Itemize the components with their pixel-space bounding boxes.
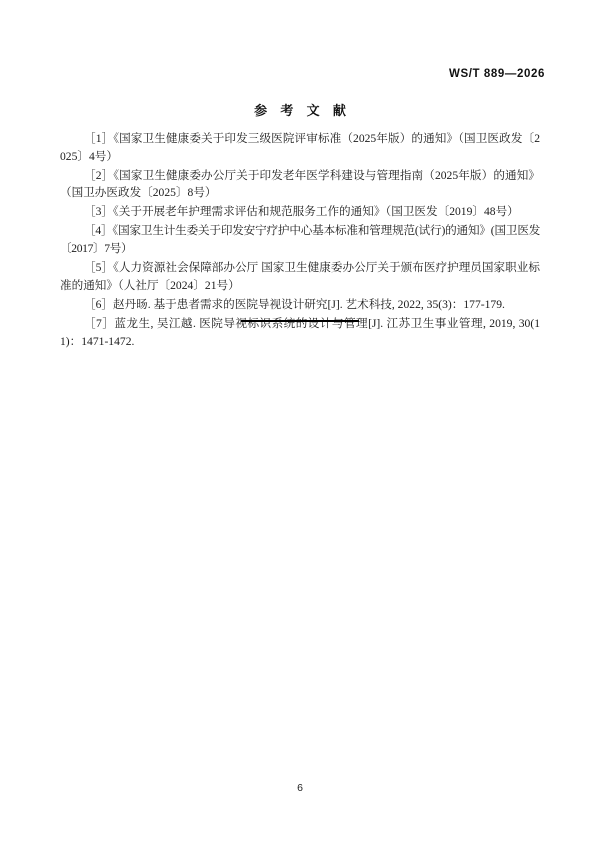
end-rule-container <box>0 312 600 330</box>
page-number: 6 <box>297 782 303 794</box>
reference-item-4: ［4］《国家卫生计生委关于印发安宁疗护中心基本标准和管理规范(试行)的通知》(国卫医发〔2017〕7号） <box>60 224 540 256</box>
standard-number: WS/T 889—2026 <box>448 68 545 80</box>
end-of-document-rule <box>241 320 359 322</box>
reference-item-6: ［6］赵丹旸. 基于患者需求的医院导视设计研究[J]. 艺术科技, 2022, 35(3)：177-179. <box>84 297 505 311</box>
reference-item-5: ［5］《人力资源社会保障部办公厅 国家卫生健康委办公厅关于颁布医疗护理员国家职业标准的通知》（人社厅〔2024〕21号） <box>60 261 540 292</box>
reference-item-7: ［7］蓝龙生, 吴江越. 医院导视标识系统的设计与管理[J]. 江苏卫生事业管理, 2019, 30(11)：1471-1472. <box>60 316 540 348</box>
page-footer <box>0 778 600 796</box>
reference-item-3: ［3］《关于开展老年护理需求评估和规范服务工作的通知》（国卫医发〔2019〕48号） <box>84 205 519 219</box>
page-title: 参 考 文 献 <box>254 103 351 118</box>
reference-item-1: ［1］《国家卫生健康委关于印发三级医院评审标准（2025年版）的通知》（国卫医政发〔2025〕4号） <box>60 132 540 163</box>
reference-item-2: ［2］《国家卫生健康委办公厅关于印发老年医学科建设与管理指南（2025年版）的通知》（国卫办医政发〔2025〕8号） <box>60 168 540 200</box>
page-header <box>60 64 545 82</box>
